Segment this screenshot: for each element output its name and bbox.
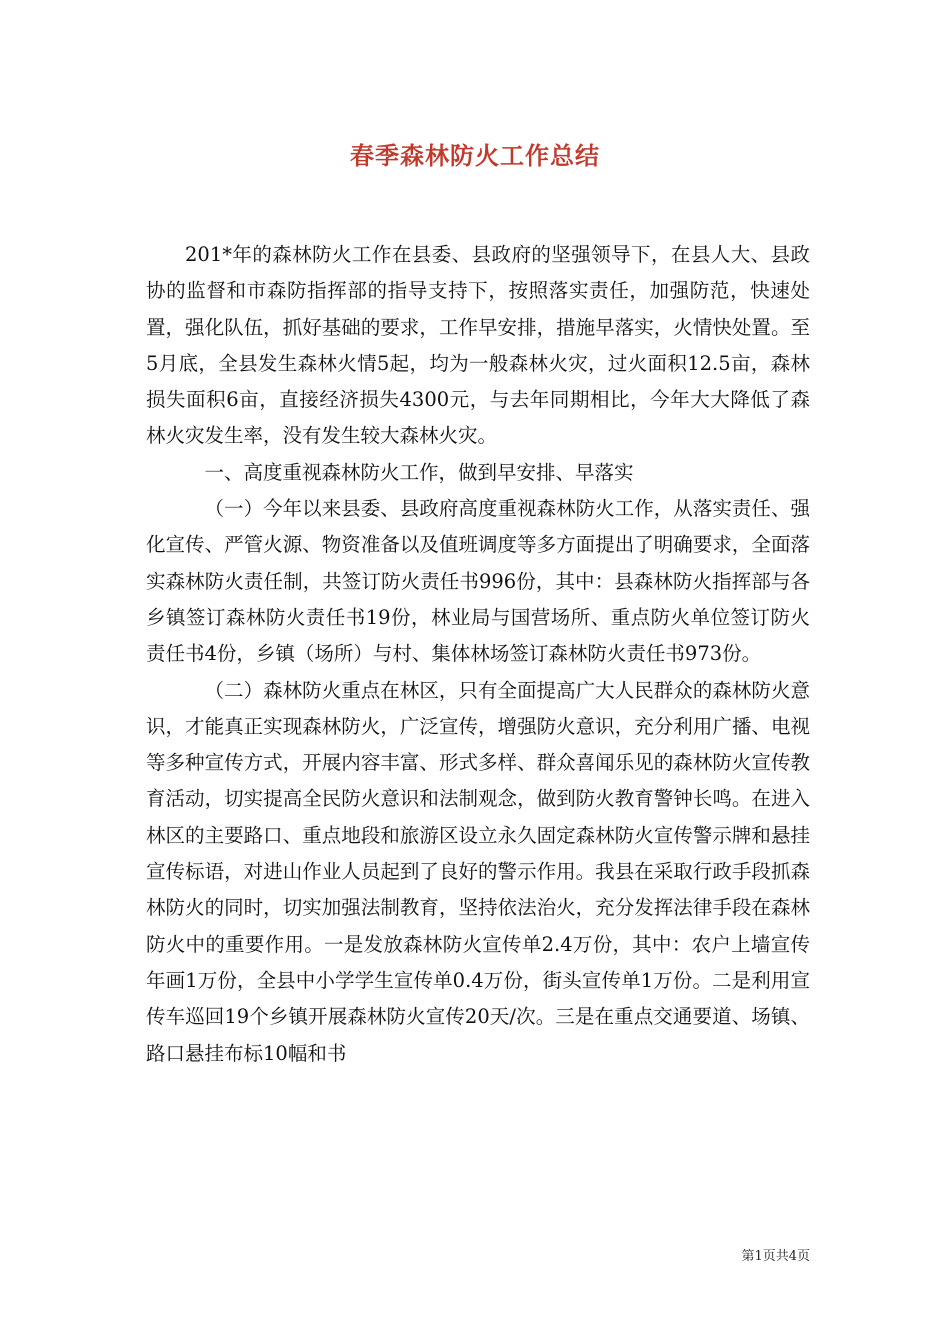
page-number-footer: 第1页共4页 bbox=[741, 1249, 810, 1264]
document-title: 春季森林防火工作总结 bbox=[350, 141, 600, 170]
subsection-paragraph-2: （二）森林防火重点在林区，只有全面提高广大人民群众的森林防火意识，才能真正实现森林防火，广泛宣传，增强防火意识，充分利用广播、电视等多种宣传方式，开展内容丰富、形式多样、群众喜闻乐见的森林防火宣传教育活动，切实提高全民防火意识和法制观念，做到防火教育警钟长鸣。在进入林区的主要路口、重点地段和旅游区设立永久固定森林防火宣传警示牌和悬挂宣传标语，对进山作业人员起到了良好的警示作用。我县在采取行政手段抓森林防火的同时，切实加强法制教育，坚持依法治火，充分发挥法律手段在森林防火中的重要作用。一是发放森林防火宣传单2.4万份，其中：农户上墙宣传年画1万份，全县中小学学生宣传单0.4万份，街头宣传单1万份。二是利用宣传车巡回19个乡镇开展森林防火宣传20天/次。三是在重点交通要道、场镇、路口悬挂布标10幅和书 bbox=[146, 678, 810, 1065]
intro-paragraph: 201*年的森林防火工作在县委、县政府的坚强领导下，在县人大、县政协的监督和市森防指挥部的指导支持下，按照落实责任，加强防范，快速处置，强化队伍，抓好基础的要求，工作早安排，措施早落实，火情快处置。至5月底，全县发生森林火情5起，均为一般森林火灾，过火面积12.5亩，森林损失面积6亩，直接经济损失4300元，与去年同期相比，今年大大降低了森林火灾发生率，没有发生较大森林火灾。 bbox=[146, 243, 810, 448]
document-body bbox=[146, 237, 810, 1072]
subsection-paragraph-1: （一）今年以来县委、县政府高度重视森林防火工作，从落实责任、强化宣传、严管火源、物资准备以及值班调度等多方面提出了明确要求，全面落实森林防火责任制，共签订防火责任书996份，其中：县森林防火指挥部与各乡镇签订森林防火责任书19份，林业局与国营场所、重点防火单位签订防火责任书4份，乡镇（场所）与村、集体林场签订森林防火责任书973份。 bbox=[146, 497, 810, 666]
section-heading-1: 一、高度重视森林防火工作，做到早安排、早落实 bbox=[204, 460, 634, 484]
